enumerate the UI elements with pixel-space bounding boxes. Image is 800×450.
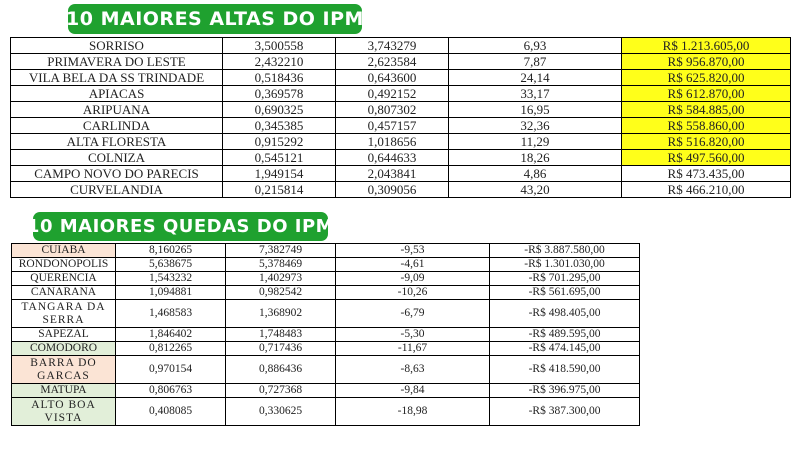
table-row: [11, 150, 791, 166]
value-cell: -R$ 387.300,00: [490, 398, 640, 426]
value-cell: R$ 625.820,00: [622, 70, 791, 86]
index-old-cell: 1,846402: [116, 328, 226, 342]
table-row: [11, 166, 791, 182]
table-row: [11, 38, 791, 54]
municipio-cell: CUIABA: [12, 244, 116, 258]
quedas-title-banner: 10 MAIORES QUEDAS DO IPM: [33, 212, 328, 241]
municipio-cell: SAPEZAL: [12, 328, 116, 342]
value-cell: R$ 558.860,00: [622, 118, 791, 134]
municipio-cell: PRIMAVERA DO LESTE: [11, 54, 223, 70]
index-new-cell: 0,727368: [226, 384, 336, 398]
value-cell: R$ 956.870,00: [622, 54, 791, 70]
table-row: [11, 70, 791, 86]
index-new-cell: 1,368902: [226, 300, 336, 328]
municipio-cell: RONDONOPOLIS: [12, 258, 116, 272]
index-new-cell: 0,644633: [336, 150, 449, 166]
index-old-cell: 0,215814: [223, 182, 336, 198]
variation-cell: 32,36: [449, 118, 622, 134]
index-old-cell: 0,812265: [116, 342, 226, 356]
index-old-cell: 5,638675: [116, 258, 226, 272]
value-cell: R$ 466.210,00: [622, 182, 791, 198]
index-new-cell: 0,643600: [336, 70, 449, 86]
municipio-cell: VILA BELA DA SS TRINDADE: [11, 70, 223, 86]
table-row: [12, 272, 640, 286]
variation-cell: -9,09: [336, 272, 490, 286]
index-new-cell: 0,330625: [226, 398, 336, 426]
municipio-cell: TANGARA DA SERRA: [12, 300, 116, 328]
variation-cell: -18,98: [336, 398, 490, 426]
value-cell: -R$ 489.595,00: [490, 328, 640, 342]
table-row: [12, 398, 640, 426]
altas-title-banner: 10 MAIORES ALTAS DO IPM: [68, 4, 362, 34]
table-row: [12, 286, 640, 300]
table-row: [11, 86, 791, 102]
table-row: [12, 342, 640, 356]
value-cell: -R$ 418.590,00: [490, 356, 640, 384]
index-old-cell: 0,690325: [223, 102, 336, 118]
index-old-cell: 1,094881: [116, 286, 226, 300]
variation-cell: -11,67: [336, 342, 490, 356]
index-new-cell: 0,457157: [336, 118, 449, 134]
municipio-cell: COLNIZA: [11, 150, 223, 166]
table-row: [11, 134, 791, 150]
municipio-cell: APIACAS: [11, 86, 223, 102]
municipio-cell: CURVELANDIA: [11, 182, 223, 198]
variation-cell: -5,30: [336, 328, 490, 342]
index-old-cell: 8,160265: [116, 244, 226, 258]
altas-table: [10, 37, 791, 198]
municipio-cell: ALTA FLORESTA: [11, 134, 223, 150]
municipio-cell: CAMPO NOVO DO PARECIS: [11, 166, 223, 182]
variation-cell: -10,26: [336, 286, 490, 300]
index-new-cell: 0,982542: [226, 286, 336, 300]
index-old-cell: 0,345385: [223, 118, 336, 134]
table-row: [11, 118, 791, 134]
index-old-cell: 0,970154: [116, 356, 226, 384]
index-new-cell: 0,807302: [336, 102, 449, 118]
value-cell: -R$ 474.145,00: [490, 342, 640, 356]
value-cell: -R$ 701.295,00: [490, 272, 640, 286]
index-old-cell: 1,543232: [116, 272, 226, 286]
variation-cell: -8,63: [336, 356, 490, 384]
value-cell: -R$ 1.301.030,00: [490, 258, 640, 272]
index-old-cell: 1,468583: [116, 300, 226, 328]
variation-cell: -6,79: [336, 300, 490, 328]
index-new-cell: 0,717436: [226, 342, 336, 356]
index-old-cell: 1,949154: [223, 166, 336, 182]
table-row: [12, 300, 640, 328]
variation-cell: 4,86: [449, 166, 622, 182]
index-new-cell: 7,382749: [226, 244, 336, 258]
table-row: [11, 102, 791, 118]
municipio-cell: MATUPA: [12, 384, 116, 398]
variation-cell: 33,17: [449, 86, 622, 102]
municipio-cell: ARIPUANA: [11, 102, 223, 118]
quedas-table: [11, 243, 640, 426]
value-cell: R$ 497.560,00: [622, 150, 791, 166]
variation-cell: 11,29: [449, 134, 622, 150]
index-old-cell: 0,806763: [116, 384, 226, 398]
municipio-cell: CANARANA: [12, 286, 116, 300]
municipio-cell: SORRISO: [11, 38, 223, 54]
index-old-cell: 0,369578: [223, 86, 336, 102]
table-row: [12, 356, 640, 384]
value-cell: R$ 1.213.605,00: [622, 38, 791, 54]
municipio-cell: CARLINDA: [11, 118, 223, 134]
index-new-cell: 1,402973: [226, 272, 336, 286]
variation-cell: -9,84: [336, 384, 490, 398]
index-new-cell: 0,492152: [336, 86, 449, 102]
variation-cell: 6,93: [449, 38, 622, 54]
variation-cell: 24,14: [449, 70, 622, 86]
variation-cell: 43,20: [449, 182, 622, 198]
value-cell: R$ 612.870,00: [622, 86, 791, 102]
index-old-cell: 0,408085: [116, 398, 226, 426]
index-new-cell: 3,743279: [336, 38, 449, 54]
index-new-cell: 2,623584: [336, 54, 449, 70]
variation-cell: 18,26: [449, 150, 622, 166]
variation-cell: 7,87: [449, 54, 622, 70]
index-new-cell: 0,886436: [226, 356, 336, 384]
value-cell: R$ 473.435,00: [622, 166, 791, 182]
variation-cell: -9,53: [336, 244, 490, 258]
municipio-cell: BARRA DO GARCAS: [12, 356, 116, 384]
index-new-cell: 2,043841: [336, 166, 449, 182]
index-old-cell: 0,915292: [223, 134, 336, 150]
index-new-cell: 5,378469: [226, 258, 336, 272]
municipio-cell: COMODORO: [12, 342, 116, 356]
value-cell: R$ 516.820,00: [622, 134, 791, 150]
value-cell: -R$ 498.405,00: [490, 300, 640, 328]
index-old-cell: 2,432210: [223, 54, 336, 70]
index-new-cell: 0,309056: [336, 182, 449, 198]
table-row: [11, 182, 791, 198]
value-cell: -R$ 3.887.580,00: [490, 244, 640, 258]
table-row: [12, 384, 640, 398]
value-cell: R$ 584.885,00: [622, 102, 791, 118]
index-old-cell: 3,500558: [223, 38, 336, 54]
municipio-cell: QUERENCIA: [12, 272, 116, 286]
table-row: [12, 244, 640, 258]
value-cell: -R$ 561.695,00: [490, 286, 640, 300]
table-row: [11, 54, 791, 70]
index-new-cell: 1,748483: [226, 328, 336, 342]
variation-cell: -4,61: [336, 258, 490, 272]
value-cell: -R$ 396.975,00: [490, 384, 640, 398]
table-row: [12, 328, 640, 342]
index-old-cell: 0,518436: [223, 70, 336, 86]
index-new-cell: 1,018656: [336, 134, 449, 150]
variation-cell: 16,95: [449, 102, 622, 118]
municipio-cell: ALTO BOA VISTA: [12, 398, 116, 426]
table-row: [12, 258, 640, 272]
index-old-cell: 0,545121: [223, 150, 336, 166]
